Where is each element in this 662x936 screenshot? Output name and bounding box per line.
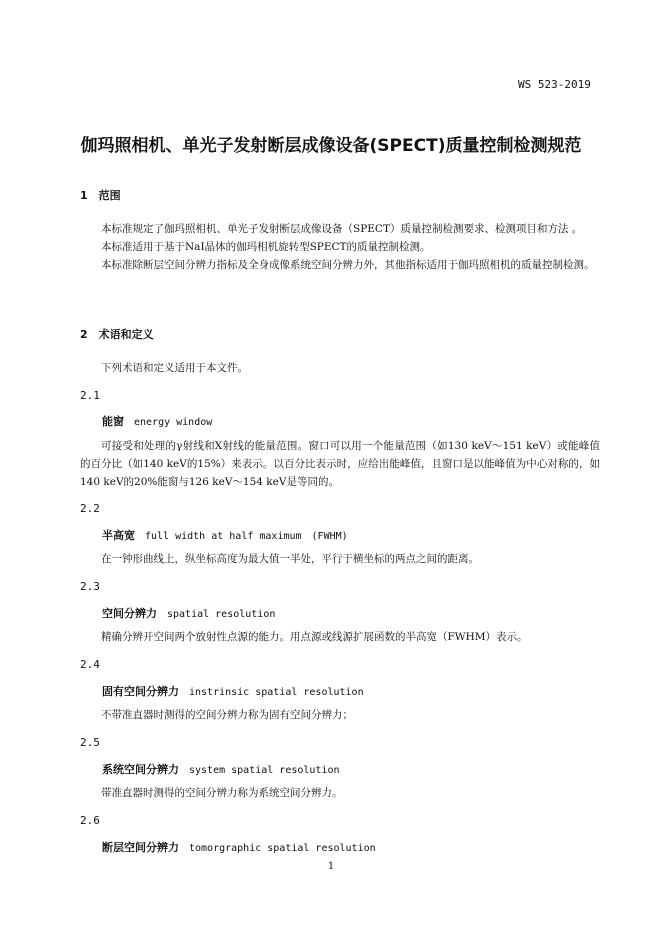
term-definition: 在一钟形曲线上，纵坐标高度为最大值一半处，平行于横坐标的两点之间的距离。 [101,553,479,565]
section-heading-terms: 2 术语和定义 [80,328,154,341]
term-number: 2.1 [80,389,100,402]
term-en: energy window [134,417,213,428]
term-title [102,839,376,855]
term-en: instrinsic spatial resolution [189,687,364,698]
term-cn: 固有空间分辨力 [102,685,179,698]
scope-paragraph: 本标准规定了伽玛照相机、单光子发射断层成像设备（SPECT）质量控制检测要求、检测项目和方法 。 [101,223,583,235]
term-number: 2.4 [80,658,100,671]
term-cn: 半高宽 [102,529,135,542]
term-definition: 带准直器时测得的空间分辨力称为系统空间分辨力。 [101,787,343,799]
term-cn: 能窗 [102,415,124,428]
document-title: 伽玛照相机、单光子发射断层成像设备(SPECT)质量控制检测规范 [80,136,582,156]
term-en: spatial resolution [167,609,276,620]
term-cn: 断层空间分辨力 [102,841,179,854]
term-title [102,761,340,777]
section-heading-scope: 1 范围 [80,189,121,202]
term-title [102,605,275,621]
term-number: 2.3 [80,580,100,593]
scope-paragraph: 本标准除断层空间分辨力指标及全身成像系统空间分辨力外，其他指标适用于伽玛照相机的质量控制检测。 [101,259,595,271]
term-number: 2.5 [80,736,100,749]
term-title [102,527,348,543]
term-definition: 可接受和处理的γ射线和X射线的能量范围。窗口可以用一个能量范围（如130 keV～151 keV）或能峰值的百分比（如140 keV的15%）来表示。以百分比表示时，应给出能峰值，且窗口是以能峰值为中心对称的，如140 keV的20%能窗与126 keV～154 keV是等同的。 [80,440,600,488]
term-en: system spatial resolution [189,765,340,776]
term-title [102,683,364,699]
term-cn: 系统空间分辨力 [102,763,179,776]
term-title [102,413,212,429]
term-number: 2.2 [80,502,100,515]
scope-paragraphs [80,220,600,274]
terms-intro [80,359,600,377]
term-definition: 不带准直器时测得的空间分辨力称为固有空间分辨力； [101,709,353,721]
page-number: 1 [327,861,335,872]
term-cn: 空间分辨力 [102,607,157,620]
scope-paragraph: 本标准适用于基于NaI晶体的伽玛相机旋转型SPECT的质量控制检测。 [101,241,431,253]
term-definition: 精确分辨开空间两个放射性点源的能力。用点源或线源扩展函数的半高宽（FWHM）表示。 [101,631,528,643]
term-en: tomorgraphic spatial resolution [189,843,376,854]
terms-intro-text: 下列术语和定义适用于本文件。 [101,362,248,374]
term-en: full width at half maximum (FWHM) [145,531,348,542]
term-number: 2.6 [80,814,100,827]
document-number: WS 523-2019 [518,78,591,91]
